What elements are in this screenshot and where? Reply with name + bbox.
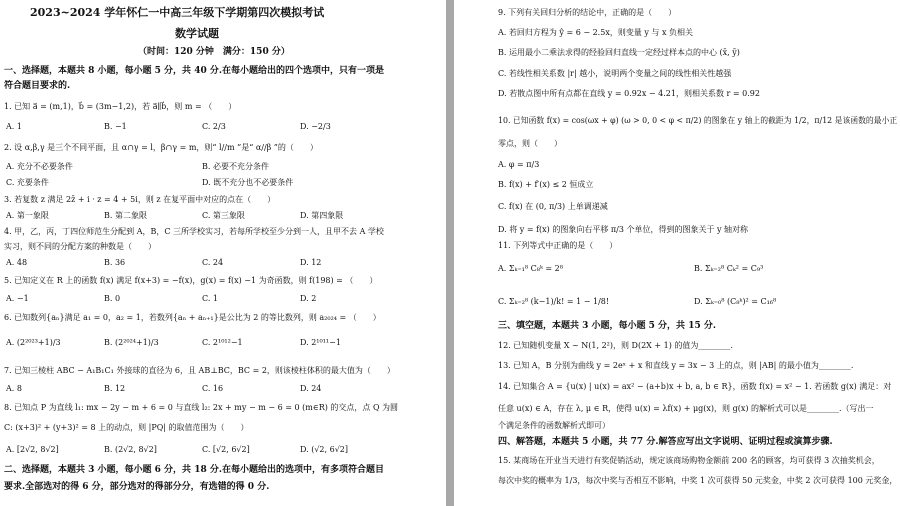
section-1-heading-cont: 符合题目要求的. — [4, 81, 71, 91]
q1-option-b: B. −1 — [104, 122, 127, 131]
q9-option-a: A. 若回归方程为 ŷ = 6 − 2.5x，则变量 y 与 x 负相关 — [498, 28, 694, 37]
question-3: 3. 若复数 z 满足 2z̄ + i · z = 4 + 5i，则 z 在复平面中对应的点在（ ） — [4, 195, 276, 204]
exam-subtitle: 数学试题 — [175, 27, 219, 40]
exam-meta: （时间：120 分钟 满分：150 分） — [138, 47, 290, 57]
q10-option-b: B. f(x) + f′(x) ≤ 2 恒成立 — [498, 180, 594, 189]
question-15-cont: 每次中奖的概率为 1/3，每次中奖与否相互不影响，中奖 1 次可获得 50 元奖金，中奖 2 次可获得 100 元奖金， — [498, 476, 898, 485]
q5-option-d: D. 2 — [300, 294, 317, 303]
q6-option-a: A. (2²⁰²³+1)/3 — [6, 338, 61, 347]
q11-option-d: D. Σₖ₌₀⁸ (C₈ᵏ)² = C₁₆⁸ — [694, 297, 777, 306]
q1-option-a: A. 1 — [6, 122, 22, 131]
q2-option-d: D. 既不充分也不必要条件 — [202, 178, 294, 187]
q8-option-c: C. [√2, 6√2] — [202, 445, 250, 454]
q2-option-a: A. 充分不必要条件 — [6, 162, 73, 171]
q2-option-b: B. 必要不充分条件 — [202, 162, 269, 171]
q8-option-d: D. (√2, 6√2] — [300, 445, 349, 454]
question-1: 1. 已知 a⃗ = (m,1)，b⃗ = (3m−1,2)，若 a⃗∥b⃗，则 m = （ ） — [4, 102, 237, 111]
q10-option-c: C. f(x) 在 (0, π/3) 上单调递减 — [498, 202, 608, 211]
q11-option-a: A. Σₖ₌₁⁸ C₈ᵏ = 2⁸ — [498, 264, 563, 273]
q10-option-d: D. 将 y = f(x) 的图象向右平移 π/3 个单位，得到的图象关于 y 轴对称 — [498, 225, 749, 234]
q10-option-a: A. φ = π/3 — [498, 160, 540, 169]
left-page — [0, 0, 446, 506]
question-7: 7. 已知三棱柱 ABC − A₁B₁C₁ 外接球的直径为 6，且 AB⊥BC，BC = 2，则该棱柱体积的最大值为（ ） — [4, 366, 395, 375]
q5-option-a: A. −1 — [6, 294, 29, 303]
exam-title: 2023~2024 学年怀仁一中高三年级下学期第四次模拟考试 — [30, 6, 325, 19]
q4-option-b: B. 36 — [104, 258, 126, 267]
question-5: 5. 已知定义在 R 上的函数 f(x) 满足 f(x+3) = −f(x)，g(x) = f(x) −1 为奇函数，则 f(198) = （ ） — [4, 276, 378, 285]
section-2-heading-cont: 要求.全部选对的得 6 分，部分选对的得部分分，有选错的得 0 分. — [4, 482, 270, 492]
q7-option-b: B. 12 — [104, 384, 126, 393]
q1-option-c: C. 2/3 — [202, 122, 226, 131]
q5-option-b: B. 0 — [104, 294, 121, 303]
q4-option-a: A. 48 — [6, 258, 28, 267]
q9-option-c: C. 若线性相关系数 |r| 越小，说明两个变量之间的线性相关性越强 — [498, 69, 732, 78]
section-4-heading: 四、解答题，本题共 5 小题，共 77 分.解答应写出文字说明、证明过程或演算步骤. — [498, 437, 833, 447]
section-2-heading: 二、选择题，本题共 3 小题，每小题 6 分，共 18 分.在每小题给出的选项中，有多项符合题目 — [4, 465, 384, 475]
q4-option-c: C. 24 — [202, 258, 224, 267]
q11-option-c: C. Σₖ₌₂⁸ (k−1)/k! = 1 − 1/8! — [498, 297, 610, 306]
q5-option-c: C. 1 — [202, 294, 219, 303]
q1-option-d: D. −2/3 — [300, 122, 331, 131]
q3-option-d: D. 第四象限 — [300, 211, 344, 220]
question-12: 12. 已知随机变量 X ~ N(1, 2²)，则 D(2X + 1) 的值为________. — [498, 341, 733, 350]
question-2: 2. 设 α,β,γ 是三个不同平面，且 α∩γ = l，β∩γ = m，则“ l//m ”是“ α//β ”的（ ） — [4, 143, 318, 152]
page-gap — [446, 0, 454, 506]
q6-option-b: B. (2²⁰²⁴+1)/3 — [104, 338, 159, 347]
question-14: 14. 已知集合 A = {u(x) | u(x) = ax² − (a+b)x + b, a, b ∈ R}，函数 f(x) = x² − 1. 若函数 g(x) 满足：对 — [498, 382, 892, 391]
question-8: 8. 已知点 P 为直线 l₁: mx − 2y − m + 6 = 0 与直线 l₂: 2x + my − m − 6 = 0 (m∈R) 的交点，点 Q 为圆 — [4, 403, 399, 412]
question-14-cont: 任意 u(x) ∈ A，存在 λ, μ ∈ R，使得 u(x) = λf(x) + μg(x)，则 g(x) 的解析式可以是________.（写出一 — [498, 404, 874, 413]
question-4-cont: 实习，则不同的分配方案的种数是（ ） — [4, 242, 156, 251]
q6-option-c: C. 2¹⁰¹²−1 — [202, 338, 243, 347]
question-8-cont: C: (x+3)² + (y+3)² = 8 上的动点，则 |PQ| 的取值范围为（ ） — [4, 423, 249, 432]
question-14-cont-2: 个满足条件的函数解析式即可） — [498, 421, 610, 430]
q9-option-d: D. 若散点图中所有点都在直线 y = 0.92x − 4.21，则相关系数 r = 0.92 — [498, 89, 760, 98]
question-4: 4. 甲，乙，丙，丁四位师范生分配到 A，B，C 三所学校实习，若每所学校至少分到一人，且甲不去 A 学校 — [4, 227, 384, 236]
question-6: 6. 已知数列{aₙ}满足 a₁ = 0，a₂ = 1，若数列{aₙ + aₙ₊₁}是公比为 2 的等比数列，则 a₂₀₂₄ = （ ） — [4, 313, 381, 322]
q8-option-a: A. [2√2, 8√2] — [6, 445, 59, 454]
right-page — [454, 0, 900, 506]
q7-option-c: C. 16 — [202, 384, 224, 393]
q11-option-b: B. Σₖ₌₂⁸ Cₖ² = C₉³ — [694, 264, 764, 273]
q7-option-d: D. 24 — [300, 384, 322, 393]
section-1-heading: 一、选择题，本题共 8 小题，每小题 5 分，共 40 分.在每小题给出的四个选项中，只有一项是 — [4, 66, 384, 76]
q9-option-b: B. 运用最小二乘法求得的经验回归直线一定经过样本点的中心 (x̄, ȳ) — [498, 48, 740, 57]
q2-option-c: C. 充要条件 — [6, 178, 49, 187]
question-11: 11. 下列等式中正确的是（ ） — [498, 241, 618, 250]
section-3-heading: 三、填空题，本题共 3 小题，每小题 5 分，共 15 分. — [498, 321, 716, 331]
q8-option-b: B. (2√2, 8√2] — [104, 445, 157, 454]
q3-option-a: A. 第一象限 — [6, 211, 49, 220]
question-9: 9. 下列有关回归分析的结论中，正确的是（ ） — [498, 8, 677, 17]
question-10-cont: 零点，则（ ） — [498, 139, 562, 148]
q4-option-d: D. 12 — [300, 258, 322, 267]
question-13: 13. 已知 A，B 分别为曲线 y = 2eˣ + x 和直线 y = 3x − 3 上的点，则 |AB| 的最小值为________. — [498, 361, 854, 370]
q3-option-b: B. 第二象限 — [104, 211, 147, 220]
q3-option-c: C. 第三象限 — [202, 211, 245, 220]
question-10: 10. 已知函数 f(x) = cos(ωx + φ) (ω > 0, 0 < φ < π/2) 的图象在 y 轴上的截距为 1/2，π/12 是该函数的最小正 — [498, 116, 898, 125]
q6-option-d: D. 2¹⁰¹¹−1 — [300, 338, 341, 347]
question-15: 15. 某商场在开业当天进行有奖促销活动，规定该商场购物金额前 200 名的顾客，均可获得 3 次抽奖机会， — [498, 456, 880, 465]
q7-option-a: A. 8 — [6, 384, 22, 393]
